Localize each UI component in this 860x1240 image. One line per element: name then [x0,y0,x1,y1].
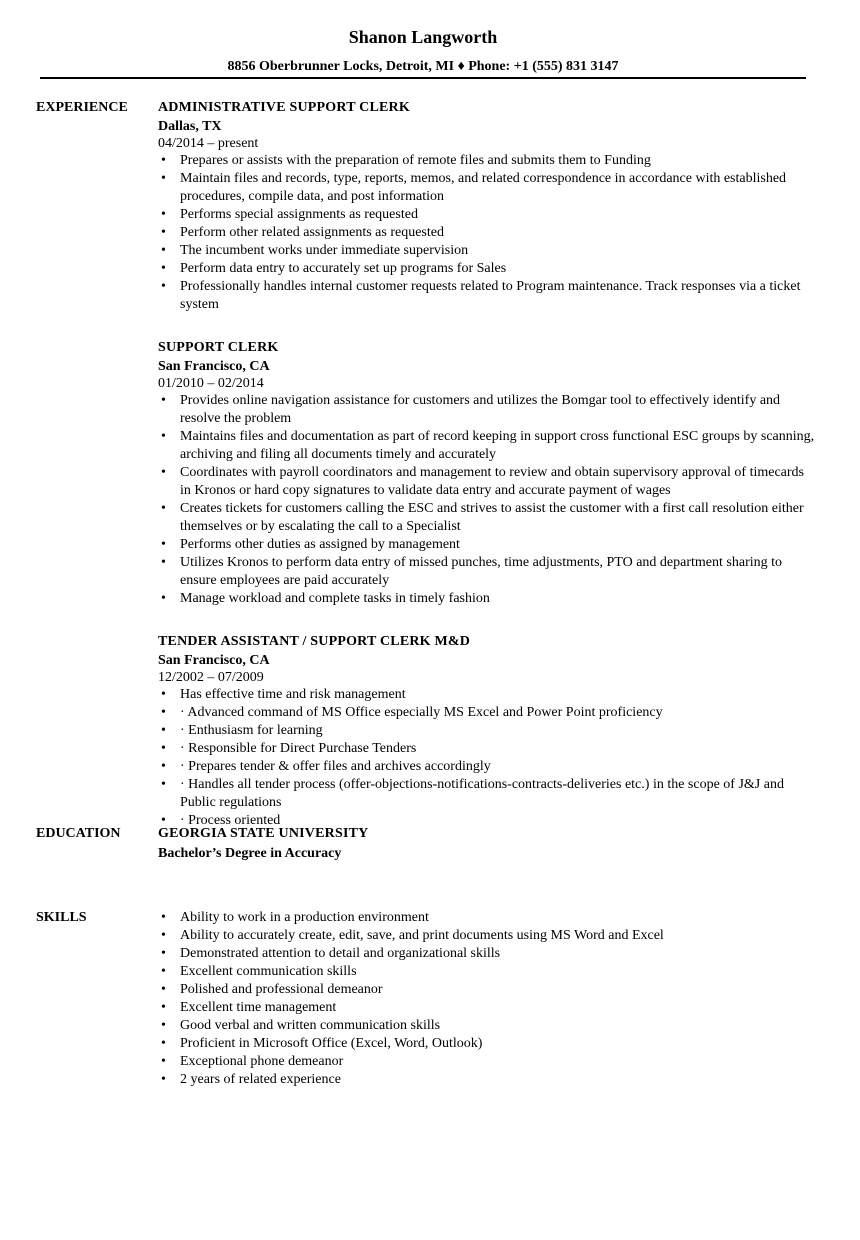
duty-item: • Maintain files and records, type, reports, memos, and related correspondence in accordance with established procedures, compile data, and post information [158,170,818,206]
resume-header [40,26,806,76]
duty-item: • Utilizes Kronos to perform data entry of missed punches, time adjustments, PTO and department sharing to ensure employees are paid accurately [158,554,818,590]
duty-item: • · Handles all tender process (offer-objections-notifications-contracts-deliveries etc.) in the scope of J&J and Public regulations [158,776,818,812]
skill-item: • 2 years of related experience [158,1071,818,1089]
job-title: ADMINISTRATIVE SUPPORT CLERK [158,100,410,115]
skill-item: • Demonstrated attention to detail and organizational skills [158,945,818,963]
contact-line: 8856 Oberbrunner Locks, Detroit, MI ♦ Phone: +1 (555) 831 3147 [227,59,619,74]
duty-item: • · Enthusiasm for learning [158,722,818,740]
duty-item: • Provides online navigation assistance for customers and utilizes the Bomgar tool to effectively identify and resolve the problem [158,392,818,428]
duty-item: • Creates tickets for customers calling the ESC and strives to assist the customer with a first call resolution either themselves or by escalating the call to a Specialist [158,500,818,536]
job-title: TENDER ASSISTANT / SUPPORT CLERK M&D [158,634,471,649]
duty-item: • · Process oriented [158,812,818,830]
job-title: SUPPORT CLERK [158,340,279,355]
section-heading-education: EDUCATION [36,826,121,841]
duty-item: • · Advanced command of MS Office especially MS Excel and Power Point proficiency [158,704,818,722]
candidate-name: Shanon Langworth [348,27,498,47]
education-entry [158,825,818,863]
duty-item: • Manage workload and complete tasks in timely fashion [158,590,818,608]
skills-list-container [158,909,818,1089]
job-entry [158,99,818,314]
skill-item: • Ability to accurately create, edit, save, and print documents using MS Word and Excel [158,927,818,945]
degree-name: Bachelor’s Degree in Accuracy [158,846,342,861]
duty-item: • · Prepares tender & offer files and archives accordingly [158,758,818,776]
section-heading-experience: EXPERIENCE [36,100,128,115]
job-location: Dallas, TX [158,119,222,134]
job-location: San Francisco, CA [158,653,270,668]
duty-item: • Perform data entry to accurately set up programs for Sales [158,260,818,278]
section-heading-skills: SKILLS [36,910,87,925]
skill-item: • Excellent time management [158,999,818,1017]
duty-item: • Prepares or assists with the preparation of remote files and submits them to Funding [158,152,818,170]
skill-item: • Proficient in Microsoft Office (Excel, Word, Outlook) [158,1035,818,1053]
job-duties [158,392,818,608]
duty-item: • Coordinates with payroll coordinators and management to review and obtain supervisory approval of timecards in Kronos or hard copy signatures to validate data entry and accurate payment of wages [158,464,818,500]
job-location: San Francisco, CA [158,359,270,374]
duty-item: • Maintains files and documentation as part of record keeping in support cross functional ESC groups by scanning, archiving and filing all documents timely and accurately [158,428,818,464]
header-divider [40,77,806,79]
job-dates: 01/2010 – 02/2014 [158,376,264,391]
job-dates: 04/2014 – present [158,136,259,151]
duty-item: • · Responsible for Direct Purchase Tenders [158,740,818,758]
duty-item: • Performs special assignments as requested [158,206,818,224]
duty-item: • Professionally handles internal customer requests related to Program maintenance. Track responses via a ticket system [158,278,818,314]
skill-item: • Exceptional phone demeanor [158,1053,818,1071]
duty-item: • Perform other related assignments as requested [158,224,818,242]
duty-item: • Has effective time and risk management [158,686,818,704]
skills-list [158,909,818,1089]
skill-item: • Excellent communication skills [158,963,818,981]
job-entry [158,633,818,830]
duty-item: • Performs other duties as assigned by management [158,536,818,554]
school-name: GEORGIA STATE UNIVERSITY [158,826,369,841]
job-entry [158,339,818,608]
skill-item: • Ability to work in a production environment [158,909,818,927]
skill-item: • Polished and professional demeanor [158,981,818,999]
job-dates: 12/2002 – 07/2009 [158,670,264,685]
job-duties [158,686,818,830]
experience-list [158,99,818,855]
job-duties [158,152,818,314]
skill-item: • Good verbal and written communication skills [158,1017,818,1035]
duty-item: • The incumbent works under immediate supervision [158,242,818,260]
